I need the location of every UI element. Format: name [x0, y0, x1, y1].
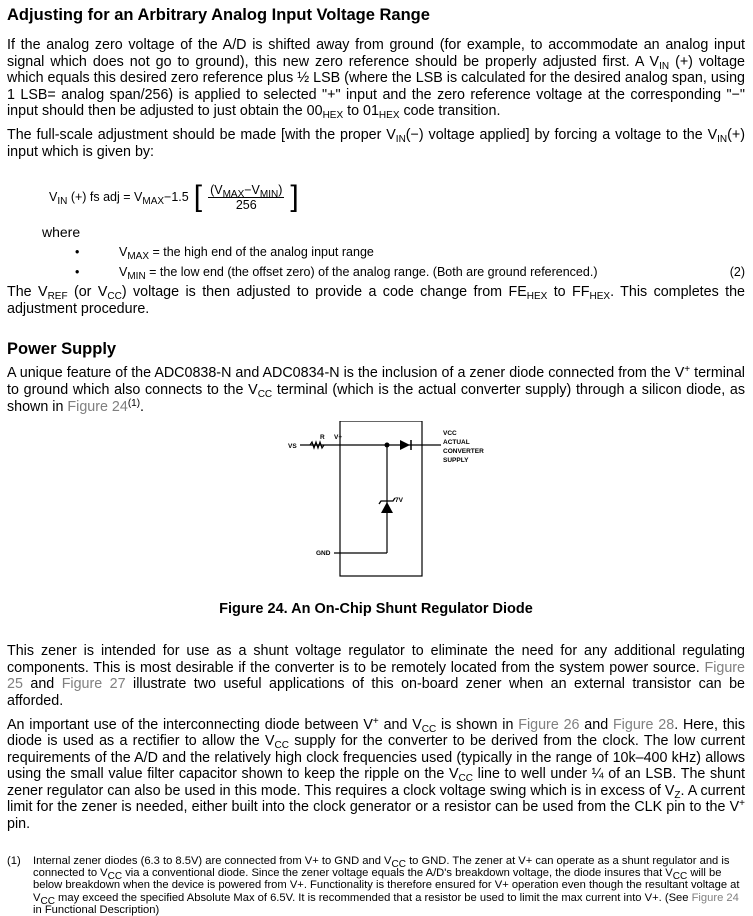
paragraph: A unique feature of the ADC0838-N and ADC0834-N is the inclusion of a zener diode connected from the V+ terminal to ground which also connects to the $V_{CC}$ terminal (which is the actual converter supply) through a silicon diode, as shown in Figure 24$^{(1)}$. — [7, 364, 745, 415]
document-page — [0, 5, 753, 916]
superscript: + — [739, 798, 745, 810]
figure-link[interactable]: Figure 28 — [612, 716, 675, 733]
figure-caption: Figure 24. An On-Chip Shunt Regulator Diode — [219, 601, 533, 618]
subscript: HEX — [378, 110, 400, 122]
footnote: (1) Internal zener diodes (6.3 to 8.5V) are connected from V+ to GND and $V_{CC}$ to GND. The zener at V+ can operate as a shunt regulator and is connected to $V_{CC}$ via a conventional diode. Since the zener voltage equals the A/D's breakdown voltage, the diode insures that $V_{CC}$ will be below breakdown when the device is powered from V+. Functionality is therefore ensured for V+ operation even though the resultant voltage at $V_{CC}$ may exceed the specified Absolute Max of 6.5V. It is recommended that a resistor be used to limit the max current into V+. (See Figure 24 in Functional Description) — [7, 854, 740, 916]
label-converter: CONVERTER — [443, 448, 484, 456]
subscript: CC — [421, 723, 437, 735]
formula-fraction: $\frac{(V_{MAX}-V_{MIN})}{256}$ — [210, 182, 283, 212]
subscript: CC — [257, 388, 273, 400]
superscript: (1) — [127, 397, 141, 409]
figure-link[interactable]: Figure 26 — [518, 716, 580, 733]
subscript: CC — [107, 291, 122, 303]
zener-diode-symbol — [381, 502, 393, 513]
subscript: HEX — [322, 110, 344, 122]
figure-link[interactable]: Figure 24 — [691, 891, 739, 904]
paragraph: The $V_{REF}$ (or $V_{CC}$) voltage is then adjusted to provide a code change from $FE_{HEX}$ to $FF_{HEX}$. This completes the adjustment procedure. — [7, 284, 745, 317]
label-vs: VS — [288, 443, 297, 451]
subscript: CC — [672, 870, 688, 882]
label-actual: ACTUAL — [443, 439, 470, 447]
paragraph: The full-scale adjustment should be made [with the proper $V_{IN}(-)$ voltage applied] by forcing a voltage to the $V_{IN}(+)$ input which is given by: — [7, 126, 745, 160]
figure-24-diagram — [7, 421, 745, 599]
subscript: HEX — [589, 291, 611, 303]
superscript: + — [684, 364, 691, 376]
diode-symbol — [400, 440, 410, 450]
subscript: IN — [395, 133, 406, 145]
label-supply: SUPPLY — [443, 457, 469, 465]
subscript: CC — [40, 895, 55, 907]
subscript: HEX — [526, 291, 548, 303]
formula-lhs: $V_{IN}$ (+) fs adj = $V_{MAX}-1.5$ — [49, 190, 189, 208]
subscript: CC — [274, 740, 289, 752]
subscript: MAX — [127, 251, 150, 263]
subscript: IN — [717, 133, 728, 145]
bullet-item: • $V_{MAX}$ = the high end of the analog input range — [75, 245, 374, 263]
label-r: R — [320, 434, 325, 442]
subscript: MIN — [127, 271, 146, 283]
figure-link[interactable]: Figure 25 — [7, 659, 745, 693]
subscript: REF — [47, 291, 68, 303]
label-gnd: GND — [316, 550, 331, 558]
where-label: where — [42, 224, 81, 241]
paragraph: This zener is intended for use as a shunt voltage regulator to eliminate the need for any additional regulating components. This is most desirable if the converter is to be remotely located from the system power source. Figure 25 and Figure 27 illustrate two useful applications of this on-board zener when an external transistor can be afforded. — [7, 643, 745, 709]
subscript: IN — [659, 60, 670, 72]
subscript: CC — [458, 773, 473, 785]
subscript: Z — [674, 789, 681, 801]
subscript: CC — [391, 858, 406, 870]
paragraph: If the analog zero voltage of the A/D is shifted away from ground (for example, to accommodate an analog input signal which does not go to ground), this new zero reference should be properly adjusted first. A $V_{IN}$ (+) voltage which equals this desired zero reference plus ½ LSB (where the LSB is calculated for the desired analog span, using 1 LSB= analog span/256) is applied to selected "+" input and the zero reference voltage at the corresponding "−" input should then be adjusted to just obtain the $00_{HEX}$ to $01_{HEX}$ code transition. — [7, 37, 746, 122]
bullet-item: • $V_{MIN}$ = the low end (the offset zero) of the analog range. (Both are ground referenced.) (2) — [75, 265, 745, 283]
subscript: CC — [107, 870, 123, 882]
superscript: + — [372, 715, 379, 727]
section-heading-arbitrary-range: Adjusting for an Arbitrary Analog Input Voltage Range — [7, 6, 430, 24]
label-7v: 7V — [395, 497, 403, 505]
label-vplus: V+ — [334, 434, 343, 442]
figure-link[interactable]: Figure 27 — [61, 676, 126, 693]
label-vcc: VCC — [443, 430, 457, 438]
paragraph: An important use of the interconnecting diode between V+ and $V_{CC}$ is shown in Figure 26 and Figure 28. Here, this diode is used as a rectifier to allow the $V_{CC}$ supply for the converter to be derived from the clock. The low current requirements of the A/D and the relatively high clock frequencies used (typically in the range of 10k–400 kHz) allows using the small value filter capacitor shown to keep the ripple on the $V_{CC}$ line to well under ¼ of an LSB. The shunt zener regulator can also be used in this mode. This requires a clock voltage swing which is in excess of $V_Z$. A current limit for the zener is needed, either built into the clock generator or a resistor can be used from the CLK pin to the V+ pin. — [7, 715, 745, 833]
figure-link[interactable]: Figure 24 — [67, 398, 128, 415]
equation-ref: (2) — [729, 265, 745, 280]
formula: $V_{IN}$ (+) fs adj = $V_{MAX}-1.5$ [ $\frac{(V_{MAX}-V_{MIN})}{256}$ ] — [49, 180, 299, 214]
section-heading-power-supply: Power Supply — [7, 340, 117, 359]
